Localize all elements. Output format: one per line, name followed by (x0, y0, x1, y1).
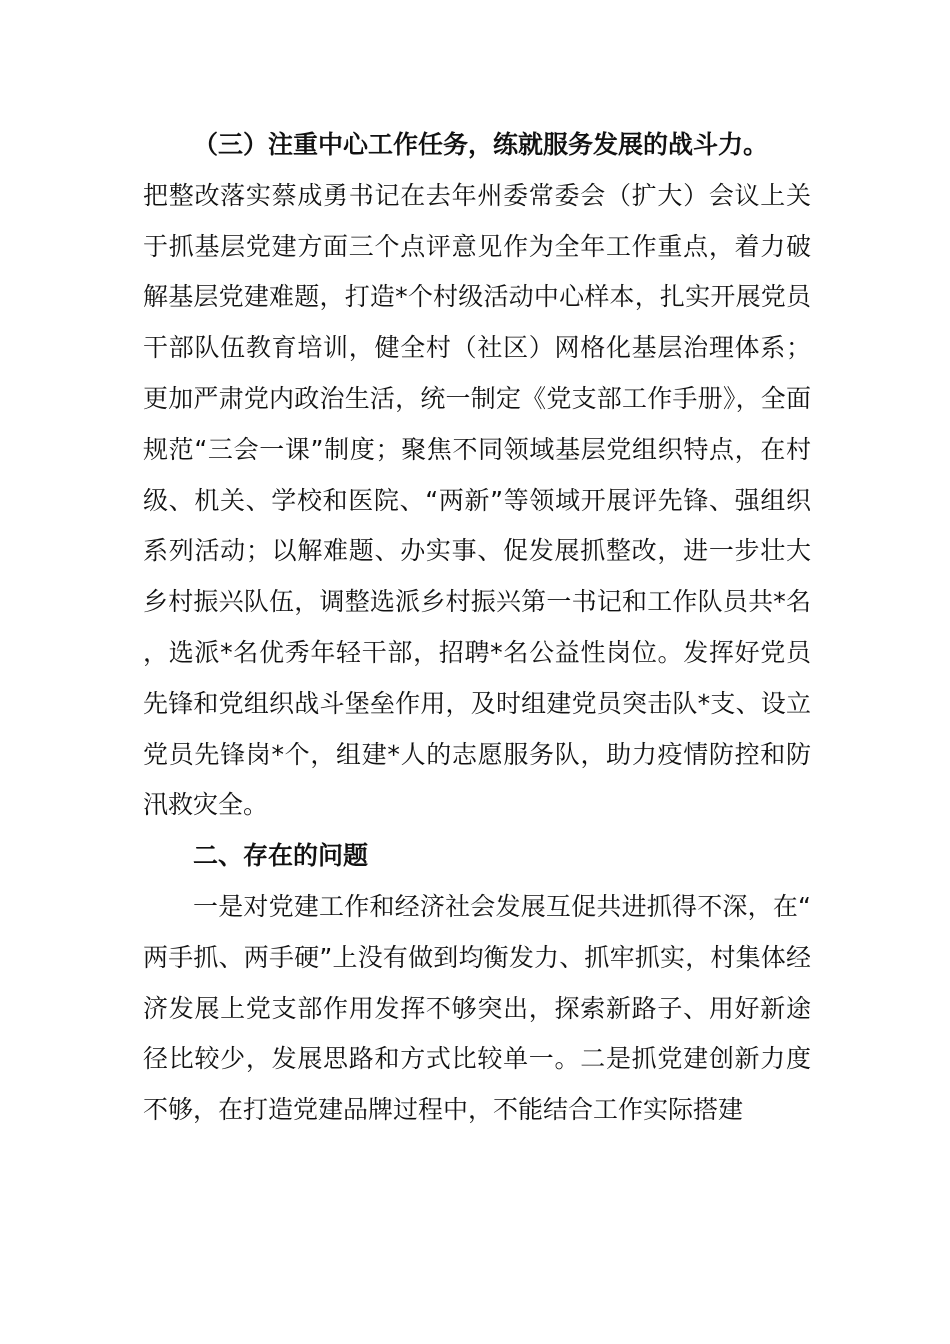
section-two-heading: 二、存在的问题 (193, 841, 369, 871)
problems-paragraph: 一是对党建工作和经济社会发展互促共进抓得不深，在“两手抓、两手硬”上没有做到均衡发力、抓牢抓实，村集体经济发展上党支部作用发挥不够突出，探索新路子、用好新途径比较少，发展思路和方式比较单一。二是抓党建创新力度不够，在打造党建品牌过程中，不能结合工作实际搭建 (143, 891, 811, 1125)
document-body (143, 120, 811, 1136)
section-three-title: （三）注重中心工作任务，练就服务发展的战斗力。 (193, 130, 769, 159)
section-three-body: 把整改落实蔡成勇书记在去年州委常委会（扩大）会议上关于抓基层党建方面三个点评意见作为全年工作重点，着力破解基层党建难题，打造*个村级活动中心样本，扎实开展党员干部队伍教育培训，健全村（社区）网格化基层治理体系；更加严肃党内政治生活，统一制定《党支部工作手册》，全面规范“三会一课”制度；聚焦不同领域基层党组织特点，在村级、机关、学校和医院、“两新”等领域开展评先锋、强组织系列活动；以解难题、办实事、促发展抓整改，进一步壮大乡村振兴队伍，调整选派乡村振兴第一书记和工作队员共*名，选派*名优秀年轻干部，招聘*名公益性岗位。发挥好党员先锋和党组织战斗堡垒作用，及时组建党员突击队*支、设立党员先锋岗*个，组建*人的志愿服务队，助力疫情防控和防汛救灾全。 (143, 180, 811, 820)
